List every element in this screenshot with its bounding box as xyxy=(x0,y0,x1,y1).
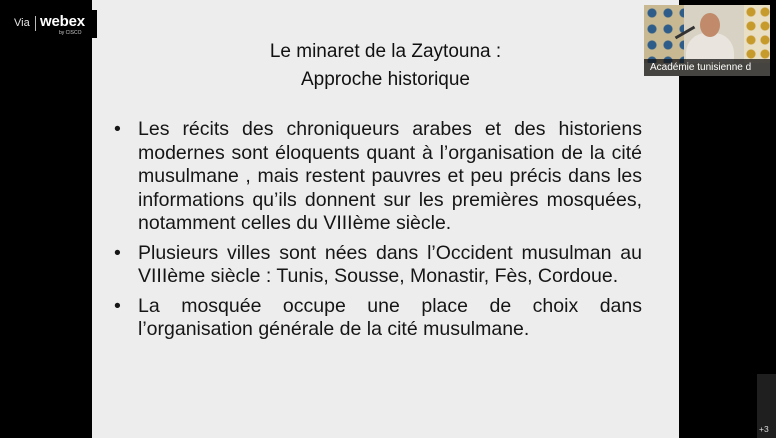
slide-title-line-1: Le minaret de la Zaytouna : xyxy=(269,41,502,62)
slide-title-line-2: Approche historique xyxy=(301,69,470,90)
brand-via-text: Via xyxy=(14,17,30,29)
bullet-dot: • xyxy=(114,294,121,317)
webex-logo xyxy=(0,10,97,38)
bullet-text: Plusieurs villes sont nées dans l’Occident musulman au VIIIème siècle : Tunis, Sousse, Monastir, Fès, Cordoue. xyxy=(138,241,642,287)
slide-title xyxy=(92,38,679,94)
bullet-list xyxy=(114,118,642,348)
more-participants-count: +3 xyxy=(759,424,769,434)
speaker-head xyxy=(700,13,720,37)
shared-slide xyxy=(92,0,679,438)
brand-divider xyxy=(35,16,36,31)
bullet-item xyxy=(114,118,642,236)
participant-name-label: Académie tunisienne d xyxy=(644,59,770,76)
bullet-text: La mosquée occupe une place de choix dans l’organisation générale de la cité musulmane. xyxy=(138,294,642,340)
background-tiles-right xyxy=(744,5,770,63)
bullet-text: Les récits des chroniqueurs arabes et des historiens modernes sont éloquents quant à l’organisation de la cité musulmane , mais restent pauvres et peu précis dans les informations qu’ils donnent sur les premières mosquées, notamment celles du VIIIème siècle. xyxy=(138,118,642,234)
brand-by-text: by CISCO xyxy=(59,30,82,36)
participant-video-tile[interactable] xyxy=(644,5,770,76)
brand-product-text: webex xyxy=(40,13,85,30)
bullet-dot: • xyxy=(114,241,121,264)
bullet-item xyxy=(114,242,642,289)
bullet-dot: • xyxy=(114,118,121,140)
bullet-item xyxy=(114,295,642,342)
more-participants-button[interactable] xyxy=(757,374,776,438)
